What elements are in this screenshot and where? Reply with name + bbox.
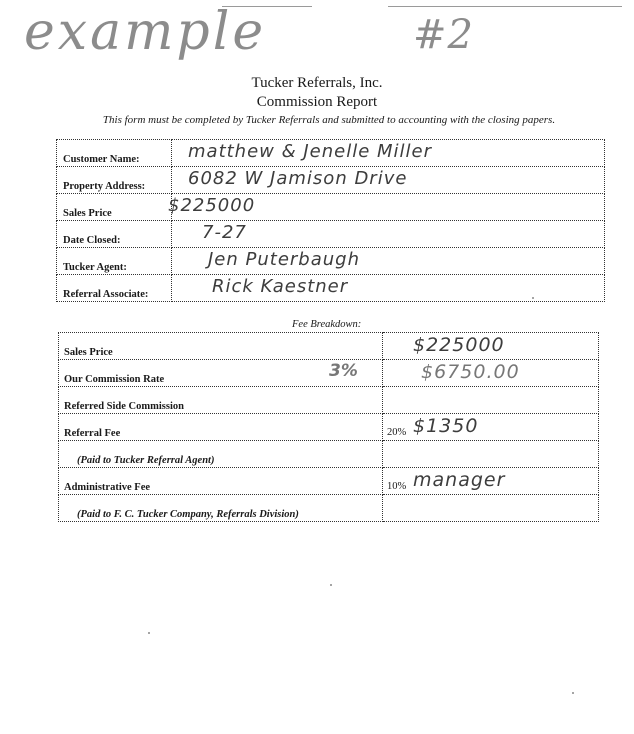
- customer-name-value: matthew & Jenelle Miller: [188, 141, 433, 162]
- referred-side-row: [59, 387, 599, 414]
- scan-speck: [148, 632, 150, 634]
- commission-rate-row: [59, 360, 599, 387]
- tucker-agent-row: [57, 248, 605, 275]
- scan-speck: [572, 692, 574, 694]
- commission-amount-field[interactable]: [383, 360, 599, 387]
- scan-speck: [532, 297, 534, 299]
- date-closed-row: [57, 221, 605, 248]
- admin-paid-label: (Paid to F. C. Tucker Company, Referrals Division): [59, 495, 383, 522]
- property-address-field[interactable]: [172, 167, 605, 194]
- property-address-label: Property Address:: [57, 167, 172, 194]
- referral-associate-label: Referral Associate:: [57, 275, 172, 302]
- fee-breakdown-title: Fee Breakdown:: [292, 319, 362, 330]
- report-title: Commission Report: [256, 94, 378, 110]
- scan-speck: [330, 584, 332, 586]
- referral-associate-row: [57, 275, 605, 302]
- date-closed-value: 7-27: [202, 222, 247, 243]
- referral-fee-value: $1350: [413, 415, 479, 437]
- admin-fee-field[interactable]: [383, 468, 599, 495]
- property-address-value: 6082 W Jamison Drive: [188, 168, 408, 189]
- customer-info-table: [56, 139, 605, 302]
- tucker-agent-label: Tucker Agent:: [57, 248, 172, 275]
- referral-paid-label: (Paid to Tucker Referral Agent): [59, 441, 383, 468]
- fee-breakdown-table: [58, 332, 599, 522]
- admin-fee-row: [59, 468, 599, 495]
- admin-fee-value: manager: [413, 469, 506, 491]
- date-closed-field[interactable]: [172, 221, 605, 248]
- referral-fee-percent: 20%: [387, 427, 407, 438]
- commission-rate-label-cell: [59, 360, 383, 387]
- commission-rate-percent: 3%: [329, 361, 358, 381]
- tucker-agent-field[interactable]: [172, 248, 605, 275]
- commission-rate-label: Our Commission Rate: [64, 374, 165, 385]
- referral-fee-row: [59, 414, 599, 441]
- referral-paid-row: [59, 441, 599, 468]
- admin-paid-row: [59, 495, 599, 522]
- fee-sales-price-field[interactable]: [383, 333, 599, 360]
- handwritten-number: #2: [413, 12, 474, 58]
- referral-fee-label: Referral Fee: [59, 414, 383, 441]
- customer-name-label: Customer Name:: [57, 140, 172, 167]
- sales-price-field[interactable]: [168, 194, 605, 221]
- fee-sales-price-label: Sales Price: [59, 333, 383, 360]
- fee-sales-price-value: $225000: [413, 334, 505, 356]
- referral-associate-value: Rick Kaestner: [212, 276, 349, 297]
- fee-sales-price-row: [59, 333, 599, 360]
- admin-fee-label: Administrative Fee: [59, 468, 383, 495]
- customer-name-field[interactable]: [172, 140, 605, 167]
- company-name: Tucker Referrals, Inc.: [251, 75, 383, 91]
- referral-fee-field[interactable]: [383, 414, 599, 441]
- sales-price-label: Sales Price: [57, 194, 172, 221]
- date-closed-label: Date Closed:: [57, 221, 172, 248]
- referred-side-field[interactable]: [383, 387, 599, 414]
- form-instruction: This form must be completed by Tucker Referrals and submitted to accounting with the closing papers.: [102, 114, 556, 126]
- customer-name-row: [57, 140, 605, 167]
- admin-paid-field[interactable]: [383, 495, 599, 522]
- tucker-agent-value: Jen Puterbaugh: [208, 249, 361, 270]
- admin-fee-percent: 10%: [387, 481, 407, 492]
- referral-paid-field[interactable]: [383, 441, 599, 468]
- referral-associate-field[interactable]: [172, 275, 605, 302]
- referred-side-label: Referred Side Commission: [59, 387, 383, 414]
- sales-price-row: [57, 194, 605, 221]
- scan-line-top-right: [388, 6, 622, 7]
- sales-price-value: $225000: [168, 195, 256, 216]
- handwritten-example: example: [24, 2, 267, 62]
- property-address-row: [57, 167, 605, 194]
- commission-amount-value: $6750.00: [421, 361, 520, 383]
